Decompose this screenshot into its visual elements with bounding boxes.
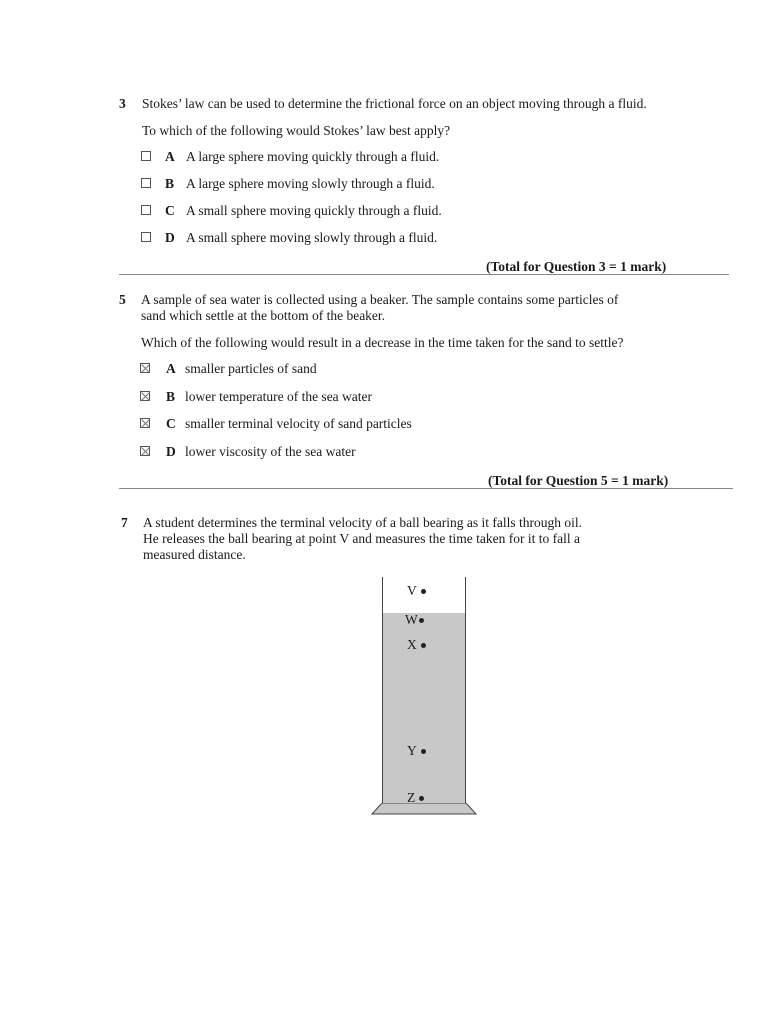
option-letter: A [165,149,175,164]
divider [119,274,729,275]
option-letter: D [166,444,176,459]
crossed-box-icon[interactable] [140,363,150,373]
cylinder-walls [382,577,466,809]
question-stem-line-3: measured distance. [143,547,246,562]
option-letter: D [165,230,175,245]
question-total: (Total for Question 3 = 1 mark) [486,259,667,274]
question-stem: Stokes’ law can be used to determine the frictional force on an object moving through a fluid. [142,96,647,111]
dot-icon [421,749,426,754]
option-letter: B [166,389,176,404]
question-stem-line-1: A sample of sea water is collected using a beaker. The sample contains some particles of [141,292,619,307]
point-label: V [407,583,417,598]
option-text: smaller terminal velocity of sand particles [185,416,412,431]
point-y [407,743,426,759]
checkbox-icon[interactable] [141,151,151,161]
point-v [407,583,426,599]
option-text: A small sphere moving quickly through a fluid. [186,203,442,218]
point-label: X [407,637,417,652]
question-total: (Total for Question 5 = 1 mark) [488,473,669,488]
option-text: lower viscosity of the sea water [185,444,356,459]
point-w [405,612,424,628]
question-prompt: Which of the following would result in a decrease in the time taken for the sand to settle? [141,335,624,350]
question-number: 3 [119,96,126,111]
question-stem-line-1: A student determines the terminal velocity of a ball bearing as it falls through oil. [143,515,583,530]
option-text: A small sphere moving slowly through a fluid. [186,230,438,245]
dot-icon [419,618,424,623]
checkbox-icon[interactable] [141,232,151,242]
question-stem-line-2: sand which settle at the bottom of the beaker. [141,308,386,323]
point-label: W [405,612,418,627]
checkbox-icon[interactable] [141,205,151,215]
checkbox-icon[interactable] [141,178,151,188]
point-z [407,790,424,806]
dot-icon [421,589,426,594]
option-letter: C [165,203,175,218]
question-number: 7 [121,515,128,530]
divider [119,488,733,489]
crossed-box-icon[interactable] [140,446,150,456]
option-text: A large sphere moving slowly through a fluid. [186,176,435,191]
crossed-box-icon[interactable] [140,418,150,428]
option-letter: C [166,416,176,431]
dot-icon [421,643,426,648]
question-stem-line-2: He releases the ball bearing at point V and measures the time taken for it to fall a [143,531,580,546]
option-letter: A [166,361,176,376]
option-letter: B [165,176,175,191]
crossed-box-icon[interactable] [140,391,150,401]
dot-icon [419,796,424,801]
point-x [407,637,426,653]
option-text: smaller particles of sand [185,361,317,376]
option-text: lower temperature of the sea water [185,389,373,404]
point-label: Z [407,790,416,805]
point-label: Y [407,743,417,758]
option-text: A large sphere moving quickly through a fluid. [186,149,440,164]
measuring-cylinder-diagram [370,577,478,817]
question-number: 5 [119,292,126,307]
question-prompt: To which of the following would Stokes’ law best apply? [142,123,451,138]
